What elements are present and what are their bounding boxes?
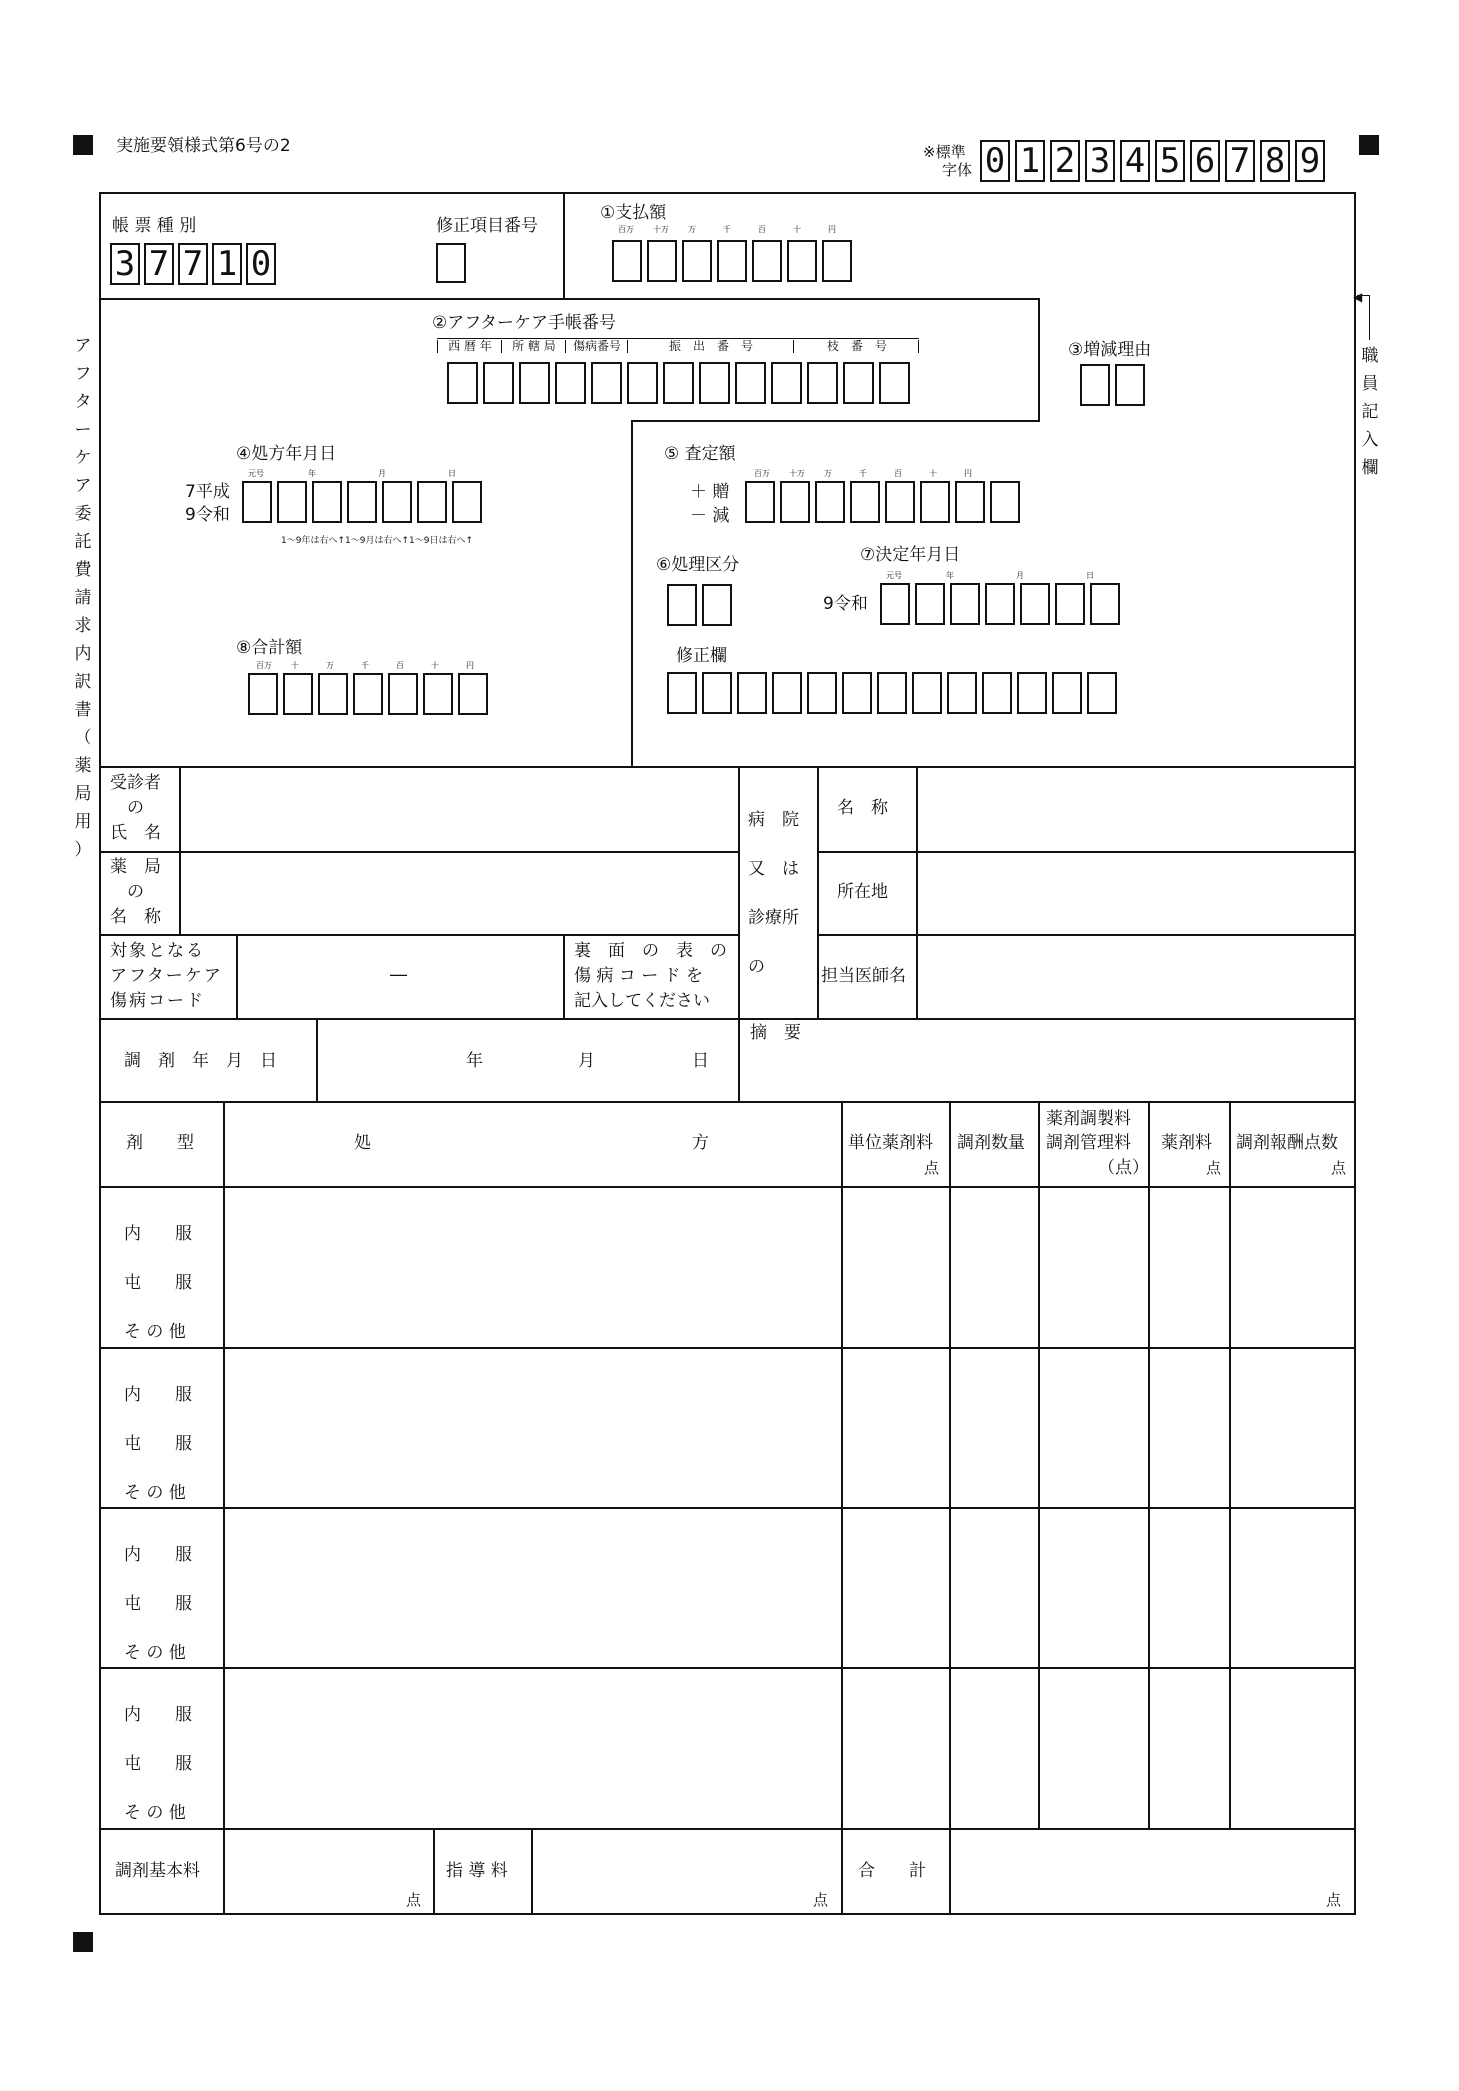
correction-boxes[interactable] — [667, 672, 1122, 714]
vertical-char: ） — [74, 840, 92, 860]
notebook-number-box[interactable] — [807, 362, 838, 404]
fix-item-box[interactable] — [436, 243, 466, 283]
standard-digit: 0 — [980, 140, 1010, 182]
notebook-number-box[interactable] — [843, 362, 874, 404]
vertical-char: 託 — [74, 532, 92, 552]
vertical-char: 費 — [74, 560, 92, 580]
total-amount-box[interactable] — [318, 673, 348, 715]
dosage-type-label: そ の 他 — [124, 1643, 186, 1663]
vertical-char: 入 — [1361, 430, 1379, 450]
staff-arrow-icon: ◀ — [1353, 290, 1363, 304]
form-type-digit: 1 — [212, 243, 242, 285]
divider — [236, 935, 238, 1019]
vertical-char: 局 — [74, 784, 92, 804]
correction-box[interactable] — [842, 672, 872, 714]
rx-date-box[interactable] — [312, 481, 342, 523]
correction-box[interactable] — [1052, 672, 1082, 714]
col-preparation-2: 調剤管理料 — [1046, 1133, 1131, 1153]
correction-box[interactable] — [1017, 672, 1047, 714]
rx-date-note: 1〜9年は右へ↑1〜9月は右へ↑1〜9日は右へ↑ — [281, 536, 473, 546]
notebook-number-subheaders — [437, 338, 919, 353]
notebook-number-box[interactable] — [735, 362, 766, 404]
rx-date-box[interactable] — [382, 481, 412, 523]
pay-amount-box[interactable] — [682, 240, 712, 282]
assessment-label: ⑤ 査定額 — [664, 444, 736, 464]
total-amount-box[interactable] — [388, 673, 418, 715]
decision-date-box[interactable] — [1020, 583, 1050, 625]
standard-digit: 2 — [1050, 140, 1080, 182]
divider — [433, 1829, 435, 1915]
notebook-number-box[interactable] — [879, 362, 910, 404]
divider — [99, 1347, 1356, 1349]
divider — [316, 1019, 318, 1103]
vertical-char: フ — [74, 364, 92, 384]
unit-label: 十 — [793, 225, 801, 234]
divider — [99, 1667, 1356, 1669]
notebook-number-box[interactable] — [519, 362, 550, 404]
doctor-name-field[interactable] — [919, 938, 1353, 1017]
dispense-day-label: 日 — [692, 1051, 709, 1071]
standard-digit: 4 — [1120, 140, 1150, 182]
unit-label: 月 — [1016, 571, 1024, 580]
decision-date-box[interactable] — [985, 583, 1015, 625]
process-category-box[interactable] — [667, 584, 697, 626]
col-preparation-1: 薬剤調製料 — [1046, 1109, 1131, 1129]
process-category-box[interactable] — [702, 584, 732, 626]
dosage-type-label: そ の 他 — [124, 1803, 186, 1823]
code-note: 裏 面 の 表 の 傷 病 コ ー ド を 記入してください — [574, 941, 727, 1011]
assessment-box[interactable] — [745, 481, 775, 523]
standard-digit: 3 — [1085, 140, 1115, 182]
notebook-number-box[interactable] — [555, 362, 586, 404]
col-drug-fee: 薬剤料 — [1161, 1133, 1212, 1153]
unit-label: 百 — [396, 661, 404, 670]
vertical-char: 薬 — [74, 756, 92, 776]
standard-digit: 7 — [1225, 140, 1255, 182]
rx-era-heisei: 7平成 — [185, 482, 230, 502]
registration-mark-top-right — [1359, 135, 1379, 155]
vertical-char: 内 — [74, 644, 92, 664]
col-quantity: 調剤数量 — [957, 1133, 1025, 1153]
vertical-char: 求 — [74, 616, 92, 636]
unit-label: 千 — [361, 661, 369, 670]
divider — [563, 935, 565, 1019]
unit-label: 月 — [378, 469, 386, 478]
divider — [1229, 1102, 1231, 1830]
pay-amount-label: ①支払額 — [600, 203, 667, 223]
assessment-box[interactable] — [885, 481, 915, 523]
change-reason-boxes[interactable] — [1080, 364, 1150, 406]
notebook-number-box[interactable] — [771, 362, 802, 404]
standard-digits-sample — [980, 140, 1330, 182]
correction-box[interactable] — [947, 672, 977, 714]
unit-label: 百 — [894, 469, 902, 478]
correction-box[interactable] — [702, 672, 732, 714]
unit-label: 千 — [859, 469, 867, 478]
dosage-type-label: 内 服 — [124, 1385, 192, 1405]
vertical-char: 訳 — [74, 672, 92, 692]
unit-label: 百万 — [256, 661, 272, 670]
notebook-number-boxes[interactable] — [447, 362, 915, 404]
pay-amount-box[interactable] — [647, 240, 677, 282]
total-amount-label: ⑧合計額 — [236, 638, 303, 658]
guidance-fee-label: 指 導 料 — [446, 1861, 508, 1881]
form-number-label: 実施要領様式第6号の2 — [116, 136, 291, 156]
divider — [817, 767, 819, 1019]
dispense-year-label: 年 — [466, 1051, 483, 1071]
decision-date-box[interactable] — [950, 583, 980, 625]
standard-font-label-2: 字体 — [942, 161, 973, 179]
unit-label: 日 — [448, 469, 456, 478]
divider — [99, 1186, 1356, 1188]
dosage-type-label: 屯 服 — [124, 1754, 192, 1774]
vertical-char: ケ — [74, 448, 92, 468]
rx-date-box[interactable] — [277, 481, 307, 523]
total-amount-box[interactable] — [458, 673, 488, 715]
form-type-digit: 7 — [144, 243, 174, 285]
process-category-boxes[interactable] — [667, 584, 737, 626]
hospital-name-field[interactable] — [919, 770, 1353, 850]
dosage-type-label: 内 服 — [124, 1224, 192, 1244]
notebook-subheader: 振 出 番 号 — [627, 340, 794, 353]
decision-date-box[interactable] — [880, 583, 910, 625]
unit-label: 十万 — [789, 469, 805, 478]
notebook-subheader: 所 轄 局 — [501, 340, 566, 353]
prescription-field[interactable] — [226, 1670, 838, 1825]
vertical-char: 委 — [74, 504, 92, 524]
prescription-field[interactable] — [226, 1189, 838, 1344]
correction-box[interactable] — [982, 672, 1012, 714]
hospital-label: 病 院 又 は 診療所 の — [748, 810, 799, 977]
correction-box[interactable] — [667, 672, 697, 714]
pay-amount-box[interactable] — [717, 240, 747, 282]
col-prescription-2: 方 — [692, 1133, 709, 1153]
unit-label: 万 — [824, 469, 832, 478]
target-code-dash[interactable]: ― — [390, 965, 407, 985]
standard-digit: 6 — [1190, 140, 1220, 182]
pay-amount-box[interactable] — [787, 240, 817, 282]
unit-label: 百万 — [618, 225, 634, 234]
grand-total-label: 合 計 — [858, 1861, 926, 1881]
vertical-char: （ — [74, 728, 92, 748]
vertical-char: タ — [74, 392, 92, 412]
divider — [99, 1101, 1356, 1103]
decision-date-box[interactable] — [1055, 583, 1085, 625]
divider — [99, 766, 1356, 768]
correction-box[interactable] — [912, 672, 942, 714]
notebook-number-box[interactable] — [699, 362, 730, 404]
standard-font-label-1: ※標準 — [923, 143, 966, 161]
col-prescription-1: 処 — [354, 1133, 371, 1153]
unit-label: 千 — [723, 225, 731, 234]
vertical-char: ー — [74, 420, 92, 440]
decision-era: 9令和 — [823, 594, 868, 614]
divider — [99, 934, 739, 936]
col-reward-points-pt: 点 — [1331, 1159, 1347, 1177]
vertical-char: 請 — [74, 588, 92, 608]
total-amount-boxes[interactable] — [248, 673, 493, 715]
divider — [631, 420, 1040, 422]
divider — [1038, 298, 1040, 422]
rx-date-label: ④処方年月日 — [236, 444, 337, 464]
form-type-digit: 0 — [246, 243, 276, 285]
col-reward-points: 調剤報酬点数 — [1236, 1133, 1338, 1153]
divider — [99, 851, 739, 853]
divider — [531, 1829, 533, 1915]
unit-label: 円 — [828, 225, 836, 234]
pay-amount-box[interactable] — [612, 240, 642, 282]
rx-era-reiwa: 9令和 — [185, 505, 230, 525]
correction-box[interactable] — [737, 672, 767, 714]
unit-label: 百 — [758, 225, 766, 234]
form-type-label: 帳 票 種 別 — [112, 216, 197, 236]
unit-label: 年 — [946, 571, 954, 580]
pharmacy-name-label: 薬 局 の 名 称 — [110, 857, 161, 927]
grand-total-pt: 点 — [1326, 1891, 1342, 1909]
basic-fee-label: 調剤基本料 — [115, 1861, 200, 1881]
hospital-address-label: 所在地 — [837, 882, 888, 902]
col-drug-fee-pt: 点 — [1206, 1159, 1222, 1177]
decision-date-label: ⑦決定年月日 — [860, 545, 961, 565]
total-amount-box[interactable] — [283, 673, 313, 715]
divider — [1148, 1102, 1150, 1830]
divider — [223, 1102, 225, 1830]
prescription-field[interactable] — [226, 1350, 838, 1505]
dosage-type-label: そ の 他 — [124, 1322, 186, 1342]
registration-mark-top-left — [73, 135, 93, 155]
vertical-char: 欄 — [1361, 458, 1379, 478]
hospital-address-field[interactable] — [919, 854, 1353, 933]
notebook-subheader: 西 暦 年 — [437, 340, 502, 353]
assessment-box[interactable] — [815, 481, 845, 523]
form-type-digit: 3 — [110, 243, 140, 285]
divider — [223, 1829, 225, 1915]
form-type-digit: 7 — [178, 243, 208, 285]
hospital-name-label: 名 称 — [837, 798, 888, 818]
col-unit-drug-fee: 単位薬剤料 — [848, 1133, 933, 1153]
basic-fee-pt: 点 — [406, 1891, 422, 1909]
correction-box[interactable] — [772, 672, 802, 714]
change-reason-label: ③増減理由 — [1068, 340, 1152, 360]
vertical-char: 員 — [1361, 374, 1379, 394]
dispense-month-label: 月 — [578, 1051, 595, 1071]
divider — [1038, 1102, 1040, 1830]
rx-date-box[interactable] — [452, 481, 482, 523]
standard-digit: 1 — [1015, 140, 1045, 182]
unit-label: 日 — [1086, 571, 1094, 580]
unit-label: 十 — [431, 661, 439, 670]
vertical-char: ア — [74, 336, 92, 356]
change-reason-box[interactable] — [1115, 364, 1145, 406]
unit-label: 元号 — [248, 469, 264, 478]
unit-label: 年 — [308, 469, 316, 478]
decision-date-boxes[interactable] — [880, 583, 1125, 625]
divider — [99, 1018, 1356, 1020]
unit-label: 万 — [688, 225, 696, 234]
assessment-box[interactable] — [990, 481, 1020, 523]
standard-digit: 5 — [1155, 140, 1185, 182]
notebook-number-box[interactable] — [483, 362, 514, 404]
divider — [99, 1507, 1356, 1509]
staff-arrow-line — [1369, 296, 1370, 340]
unit-label: 万 — [326, 661, 334, 670]
dispense-date-label: 調 剤 年 月 日 — [124, 1051, 277, 1071]
pay-amount-box[interactable] — [752, 240, 782, 282]
assessment-box[interactable] — [850, 481, 880, 523]
change-reason-box[interactable] — [1080, 364, 1110, 406]
dosage-type-label: 屯 服 — [124, 1594, 192, 1614]
guidance-fee-pt: 点 — [813, 1891, 829, 1909]
col-dosage-form: 剤 型 — [126, 1133, 194, 1153]
dosage-type-label: 内 服 — [124, 1545, 192, 1565]
unit-label: 元号 — [886, 571, 902, 580]
total-amount-box[interactable] — [248, 673, 278, 715]
vertical-char: 用 — [74, 812, 92, 832]
total-amount-box[interactable] — [353, 673, 383, 715]
correction-label: 修正欄 — [676, 646, 727, 666]
pay-amount-box[interactable] — [822, 240, 852, 282]
summary-label: 摘 要 — [750, 1023, 801, 1043]
divider — [817, 934, 1356, 936]
dosage-type-label: 屯 服 — [124, 1434, 192, 1454]
divider — [631, 420, 633, 768]
assessment-plus: ＋ 贈 — [690, 482, 730, 502]
summary-field[interactable] — [741, 1046, 1353, 1100]
divider — [99, 298, 1040, 300]
col-preparation-3: （点） — [1098, 1158, 1149, 1178]
decision-date-box[interactable] — [1090, 583, 1120, 625]
assessment-box[interactable] — [920, 481, 950, 523]
process-category-label: ⑥処理区分 — [656, 555, 740, 575]
divider — [99, 1828, 1356, 1830]
assessment-box[interactable] — [780, 481, 810, 523]
notebook-number-label: ②アフターケア手帳番号 — [432, 313, 617, 333]
assessment-minus: － 減 — [690, 506, 730, 526]
correction-box[interactable] — [807, 672, 837, 714]
decision-date-box[interactable] — [915, 583, 945, 625]
rx-date-boxes[interactable] — [242, 481, 487, 523]
vertical-char: ア — [74, 476, 92, 496]
standard-digit: 9 — [1295, 140, 1325, 182]
unit-label: 十万 — [653, 225, 669, 234]
pay-amount-boxes[interactable] — [612, 240, 857, 282]
total-amount-box[interactable] — [423, 673, 453, 715]
dosage-type-label: そ の 他 — [124, 1483, 186, 1503]
pharmacy-name-field[interactable] — [182, 854, 736, 933]
notebook-number-box[interactable] — [447, 362, 478, 404]
rx-date-box[interactable] — [242, 481, 272, 523]
patient-name-label: 受診者 の 氏 名 — [110, 773, 161, 843]
assessment-box[interactable] — [955, 481, 985, 523]
divider — [916, 767, 918, 1019]
rx-date-box[interactable] — [347, 481, 377, 523]
col-unit-drug-fee-pt: 点 — [924, 1159, 940, 1177]
standard-digit: 8 — [1260, 140, 1290, 182]
correction-box[interactable] — [1087, 672, 1117, 714]
registration-mark-bottom-left — [73, 1932, 93, 1952]
vertical-char: 記 — [1361, 402, 1379, 422]
correction-box[interactable] — [877, 672, 907, 714]
notebook-number-box[interactable] — [591, 362, 622, 404]
unit-label: 円 — [466, 661, 474, 670]
dosage-type-label: 屯 服 — [124, 1273, 192, 1293]
divider — [817, 851, 1356, 853]
target-code-label: 対象となる アフターケア 傷病コード — [110, 941, 223, 1011]
unit-label: 十 — [291, 661, 299, 670]
fix-item-label: 修正項目番号 — [436, 216, 538, 236]
rx-date-box[interactable] — [417, 481, 447, 523]
prescription-field[interactable] — [226, 1510, 838, 1665]
notebook-number-box[interactable] — [663, 362, 694, 404]
vertical-char: 職 — [1361, 346, 1379, 366]
vertical-char: 書 — [74, 700, 92, 720]
patient-name-field[interactable] — [182, 770, 736, 850]
unit-label: 百万 — [754, 469, 770, 478]
assessment-boxes[interactable] — [745, 481, 1025, 523]
dosage-type-label: 内 服 — [124, 1705, 192, 1725]
doctor-name-label: 担当医師名 — [821, 966, 906, 986]
unit-label: 円 — [964, 469, 972, 478]
unit-label: 十 — [929, 469, 937, 478]
notebook-subheader: 枝 番 号 — [793, 340, 920, 353]
notebook-subheader-end — [918, 340, 919, 353]
notebook-subheader: 傷病番号 — [565, 340, 628, 353]
notebook-number-box[interactable] — [627, 362, 658, 404]
divider — [563, 192, 565, 299]
